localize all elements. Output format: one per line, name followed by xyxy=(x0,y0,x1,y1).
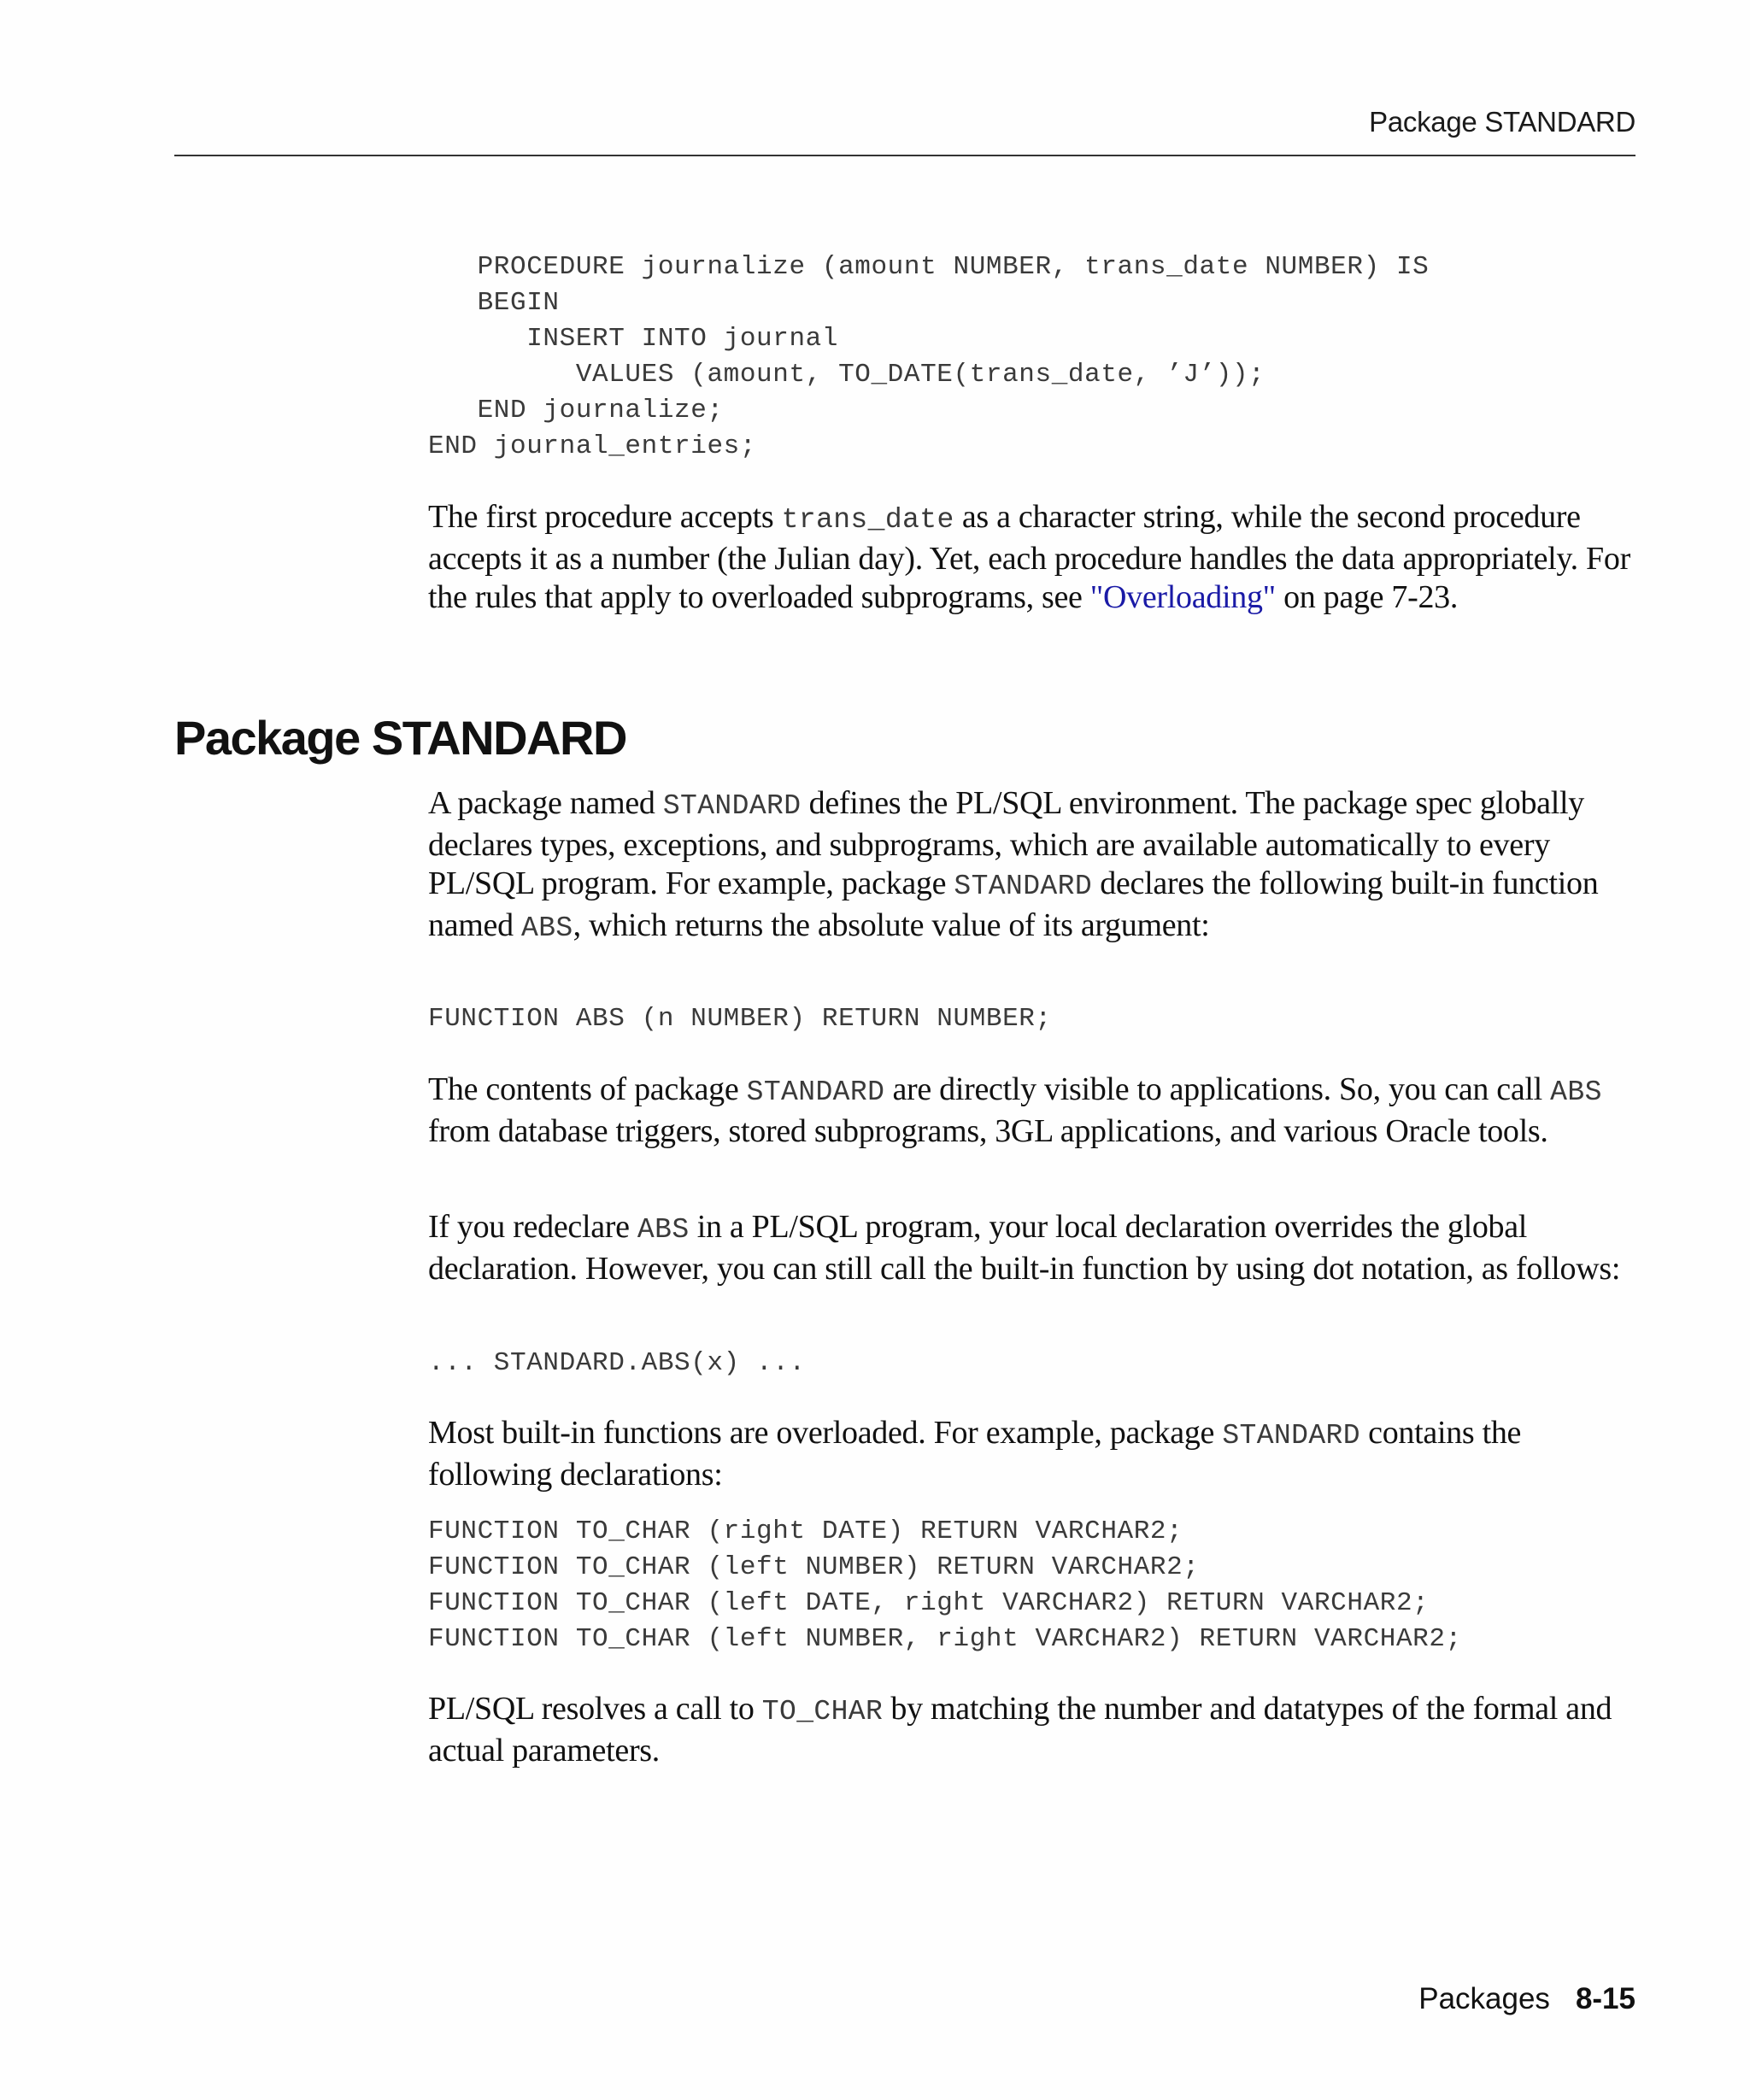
text-run: The contents of package xyxy=(428,1071,747,1107)
inline-code-standard: STANDARD xyxy=(746,1076,885,1108)
text-run: contains the following declarations: xyxy=(428,1415,1522,1493)
text-run: defines the PL/SQL environment. The package spec globally declares types, exceptions, and subprograms, which are available automatically to every PL/SQL program. For example, package xyxy=(428,785,1584,901)
paragraph-redeclare-abs xyxy=(428,1208,1641,1288)
text-run: If you redeclare xyxy=(428,1209,637,1245)
inline-code-trans-date: trans_date xyxy=(781,504,954,536)
inline-code-to-char: TO_CHAR xyxy=(761,1696,884,1728)
text-run: PL/SQL resolves a call to xyxy=(428,1691,762,1727)
text-run: from database triggers, stored subprograms, 3GL applications, and various Oracle tools. xyxy=(428,1112,1548,1149)
text-run: on page 7-23. xyxy=(1275,579,1459,615)
text-run: The first procedure accepts xyxy=(428,499,782,535)
paragraph-standard-visibility xyxy=(428,1071,1641,1151)
paragraph-overloaded-builtins xyxy=(428,1414,1641,1494)
text-run: Most built-in functions are overloaded. For example, package xyxy=(428,1415,1223,1451)
text-run: declares the following built-in function named xyxy=(428,865,1599,943)
link-overloading[interactable]: "Overloading" xyxy=(1089,579,1276,615)
footer-page-number: 8-15 xyxy=(1575,1982,1635,2015)
code-block-abs-declaration: FUNCTION ABS (n NUMBER) RETURN NUMBER; xyxy=(428,1004,1052,1034)
paragraph-standard-intro xyxy=(428,784,1641,947)
running-header: Package STANDARD xyxy=(1369,106,1635,138)
inline-code-abs: ABS xyxy=(521,912,573,944)
inline-code-abs: ABS xyxy=(1550,1076,1602,1108)
text-run: A package named xyxy=(428,785,663,821)
text-run: are directly visible to applications. So, you can call xyxy=(884,1071,1551,1107)
text-run: in a PL/SQL program, your local declaration overrides the global declaration. However, you can still call the built-in function by using dot notation, as follows: xyxy=(428,1209,1621,1287)
code-block-to-char-declarations: FUNCTION TO_CHAR (right DATE) RETURN VARCHAR2; FUNCTION TO_CHAR (left NUMBER) RETURN VARCHAR2; FUNCTION TO_CHAR (left DATE, right VARCHAR2) RETURN VARCHAR2; FUNCTION TO_CHAR (left NUMBER, right VARCHAR2) RETURN VARCHAR2; xyxy=(428,1516,1462,1654)
inline-code-standard: STANDARD xyxy=(662,790,802,822)
section-title: Package STANDARD xyxy=(174,711,626,765)
inline-code-standard: STANDARD xyxy=(1222,1420,1360,1452)
text-run: as a character string, while the second procedure accepts it as a number (the Julian day). Yet, each procedure handles the data appropriately. For the rules that apply to overloaded subprograms, see xyxy=(428,499,1630,615)
code-block-dot-notation: ... STANDARD.ABS(x) ... xyxy=(428,1348,806,1378)
text-run: , which returns the absolute value of its argument: xyxy=(573,906,1210,943)
inline-code-standard: STANDARD xyxy=(954,871,1093,902)
header-rule xyxy=(174,155,1635,156)
page-footer xyxy=(174,1982,1635,2016)
paragraph-to-char-resolution xyxy=(428,1690,1641,1770)
paragraph-overloading-explanation xyxy=(428,498,1641,618)
code-block-journalize: PROCEDURE journalize (amount NUMBER, trans_date NUMBER) IS BEGIN INSERT INTO journal VALUES (amount, TO_DATE(trans_date, ’J’)); END journalize; END journal_entries; xyxy=(428,252,1430,461)
footer-chapter: Packages xyxy=(1418,1982,1550,2015)
inline-code-abs: ABS xyxy=(637,1214,690,1246)
text-run: by matching the number and datatypes of the formal and actual parameters. xyxy=(428,1691,1612,1769)
